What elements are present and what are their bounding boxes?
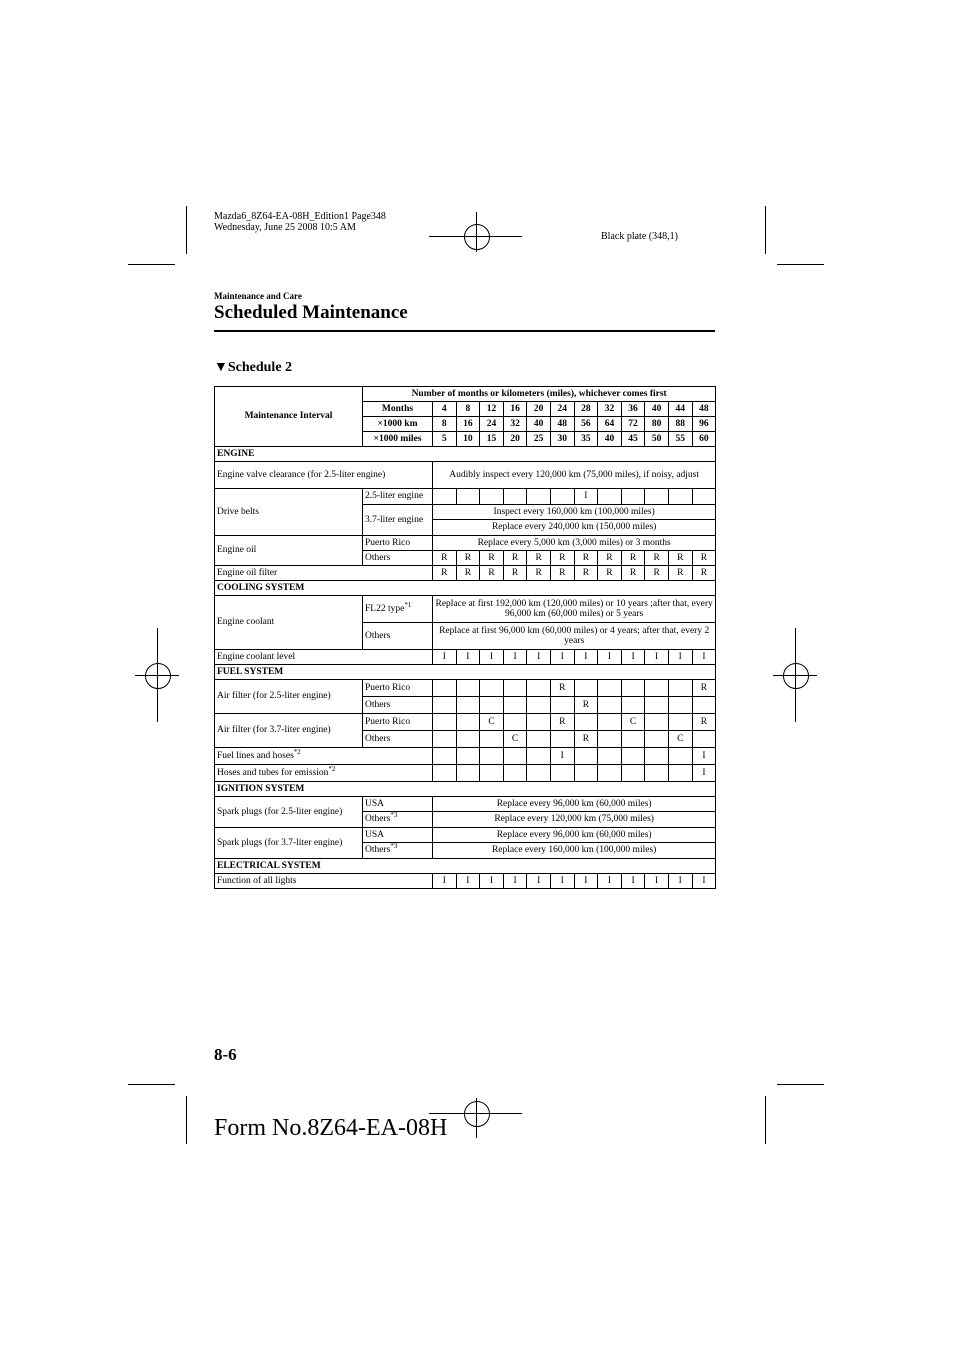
miles-cell: 60 bbox=[692, 432, 716, 447]
cell: R bbox=[574, 697, 598, 714]
months-cell: 44 bbox=[668, 402, 692, 417]
cell bbox=[645, 680, 669, 697]
miles-cell: 25 bbox=[527, 432, 551, 447]
row-note: Replace every 96,000 km (60,000 miles) bbox=[433, 828, 716, 843]
cell bbox=[668, 714, 692, 731]
crop-mark bbox=[128, 264, 175, 265]
row-label: Spark plugs (for 3.7-liter engine) bbox=[215, 828, 363, 859]
cell: R bbox=[480, 566, 504, 581]
cell bbox=[480, 765, 504, 782]
cell bbox=[598, 714, 622, 731]
cell bbox=[692, 489, 716, 505]
km-cell: 80 bbox=[645, 417, 669, 432]
km-cell: 16 bbox=[456, 417, 480, 432]
months-cell: 8 bbox=[456, 402, 480, 417]
cell: I bbox=[645, 874, 669, 889]
months-cell: 4 bbox=[433, 402, 457, 417]
cell bbox=[503, 714, 527, 731]
sub-label bbox=[363, 596, 433, 623]
km-cell: 56 bbox=[574, 417, 598, 432]
cell: I bbox=[456, 874, 480, 889]
cell bbox=[456, 697, 480, 714]
sub-label: Others bbox=[363, 731, 433, 748]
cell: I bbox=[527, 650, 551, 665]
row-label: Air filter (for 2.5-liter engine) bbox=[215, 680, 363, 714]
cell: I bbox=[598, 874, 622, 889]
row-label: Air filter (for 3.7-liter engine) bbox=[215, 714, 363, 748]
miles-label: ×1000 miles bbox=[363, 432, 433, 447]
cell bbox=[433, 697, 457, 714]
cell bbox=[598, 697, 622, 714]
cell: C bbox=[621, 714, 645, 731]
form-number: Form No.8Z64-EA-08H bbox=[214, 1115, 448, 1141]
cell bbox=[433, 748, 457, 765]
months-cell: 24 bbox=[550, 402, 574, 417]
registration-mark-icon bbox=[783, 663, 809, 689]
cell: R bbox=[480, 551, 504, 566]
cell: R bbox=[527, 551, 551, 566]
row-label: Drive belts bbox=[215, 489, 363, 536]
cell: R bbox=[550, 566, 574, 581]
cell bbox=[480, 697, 504, 714]
cell: R bbox=[598, 551, 622, 566]
sub-label: Puerto Rico bbox=[363, 714, 433, 731]
cell: R bbox=[550, 714, 574, 731]
sub-label-text: Others bbox=[365, 814, 391, 825]
cell bbox=[480, 731, 504, 748]
cell bbox=[527, 748, 551, 765]
cell: R bbox=[433, 551, 457, 566]
months-cell: 12 bbox=[480, 402, 504, 417]
miles-cell: 50 bbox=[645, 432, 669, 447]
section-engine: ENGINE bbox=[215, 447, 716, 462]
row-note: Inspect every 160,000 km (100,000 miles) bbox=[433, 505, 716, 520]
sub-label: 2.5-liter engine bbox=[363, 489, 433, 505]
cell bbox=[621, 731, 645, 748]
sub-label-text: FL22 type bbox=[365, 603, 405, 614]
cell bbox=[598, 748, 622, 765]
sub-label bbox=[363, 843, 433, 859]
cell: R bbox=[645, 566, 669, 581]
cell: C bbox=[503, 731, 527, 748]
cell bbox=[645, 765, 669, 782]
miles-cell: 20 bbox=[503, 432, 527, 447]
cell bbox=[550, 731, 574, 748]
cell: R bbox=[668, 566, 692, 581]
cell bbox=[527, 714, 551, 731]
cell bbox=[621, 748, 645, 765]
cell bbox=[480, 489, 504, 505]
row-note: Replace every 120,000 km (75,000 miles) bbox=[433, 812, 716, 828]
cell bbox=[503, 680, 527, 697]
row-note: Audibly inspect every 120,000 km (75,000 miles), if noisy, adjust bbox=[433, 462, 716, 489]
cell bbox=[433, 714, 457, 731]
row-note: Replace every 5,000 km (3,000 miles) or 3 months bbox=[433, 536, 716, 551]
cell: I bbox=[574, 489, 598, 505]
cell: R bbox=[621, 566, 645, 581]
cell: I bbox=[692, 874, 716, 889]
registration-mark-icon bbox=[464, 224, 490, 250]
km-cell: 32 bbox=[503, 417, 527, 432]
cell bbox=[668, 680, 692, 697]
km-cell: 64 bbox=[598, 417, 622, 432]
months-cell: 40 bbox=[645, 402, 669, 417]
crop-mark bbox=[128, 1084, 175, 1085]
row-label: Engine coolant bbox=[215, 596, 363, 650]
crop-mark bbox=[777, 264, 824, 265]
cell: R bbox=[621, 551, 645, 566]
section-label: Maintenance and Care bbox=[214, 291, 302, 301]
km-cell: 48 bbox=[550, 417, 574, 432]
cell: I bbox=[433, 650, 457, 665]
sub-label: Puerto Rico bbox=[363, 536, 433, 551]
cell bbox=[527, 765, 551, 782]
page-number: 8-6 bbox=[214, 1045, 237, 1064]
cell bbox=[668, 765, 692, 782]
cell bbox=[503, 765, 527, 782]
cell bbox=[645, 731, 669, 748]
cell bbox=[668, 748, 692, 765]
cell: I bbox=[550, 650, 574, 665]
cell bbox=[692, 731, 716, 748]
cell: C bbox=[480, 714, 504, 731]
cell: R bbox=[550, 680, 574, 697]
cell: I bbox=[527, 874, 551, 889]
footnote-ref: *2 bbox=[293, 747, 301, 756]
cell bbox=[621, 697, 645, 714]
cell: R bbox=[574, 566, 598, 581]
months-cell: 48 bbox=[692, 402, 716, 417]
cell bbox=[433, 680, 457, 697]
footnote-ref: *3 bbox=[390, 842, 398, 851]
miles-cell: 5 bbox=[433, 432, 457, 447]
cell bbox=[621, 765, 645, 782]
cell: I bbox=[550, 874, 574, 889]
cell bbox=[574, 714, 598, 731]
miles-cell: 15 bbox=[480, 432, 504, 447]
cell bbox=[598, 680, 622, 697]
section-fuel: FUEL SYSTEM bbox=[215, 665, 716, 680]
cell bbox=[527, 489, 551, 505]
cell bbox=[527, 731, 551, 748]
months-cell: 32 bbox=[598, 402, 622, 417]
registration-mark-icon bbox=[464, 1101, 490, 1127]
footnote-ref: *1 bbox=[404, 600, 412, 609]
km-cell: 88 bbox=[668, 417, 692, 432]
cell bbox=[550, 697, 574, 714]
cell: R bbox=[574, 551, 598, 566]
cell: I bbox=[550, 748, 574, 765]
cell: I bbox=[598, 650, 622, 665]
row-label-text: Hoses and tubes for emission bbox=[217, 767, 329, 778]
print-info bbox=[214, 211, 386, 233]
cell: I bbox=[574, 650, 598, 665]
km-cell: 72 bbox=[621, 417, 645, 432]
cell: R bbox=[503, 566, 527, 581]
cell: I bbox=[668, 874, 692, 889]
cell: I bbox=[480, 874, 504, 889]
cell: I bbox=[574, 874, 598, 889]
cell: I bbox=[503, 874, 527, 889]
months-cell: 36 bbox=[621, 402, 645, 417]
cell bbox=[456, 748, 480, 765]
cell: I bbox=[692, 650, 716, 665]
row-label bbox=[215, 765, 433, 782]
triangle-down-icon: ▼ bbox=[214, 360, 228, 375]
span-header: Number of months or kilometers (miles), whichever comes first bbox=[363, 387, 716, 402]
page-title: Scheduled Maintenance bbox=[214, 302, 408, 323]
cell: R bbox=[692, 714, 716, 731]
cell: I bbox=[621, 650, 645, 665]
cell: R bbox=[456, 566, 480, 581]
maintenance-schedule-table bbox=[214, 386, 716, 889]
cell: R bbox=[598, 566, 622, 581]
cell bbox=[645, 748, 669, 765]
row-label: Engine oil bbox=[215, 536, 363, 566]
crop-mark bbox=[765, 206, 766, 254]
cell: R bbox=[692, 551, 716, 566]
registration-mark-icon bbox=[145, 663, 171, 689]
miles-cell: 35 bbox=[574, 432, 598, 447]
cell bbox=[503, 697, 527, 714]
row-note: Replace every 96,000 km (60,000 miles) bbox=[433, 797, 716, 812]
km-cell: 24 bbox=[480, 417, 504, 432]
km-cell: 40 bbox=[527, 417, 551, 432]
cell bbox=[621, 680, 645, 697]
section-cooling: COOLING SYSTEM bbox=[215, 581, 716, 596]
miles-cell: 30 bbox=[550, 432, 574, 447]
cell: I bbox=[480, 650, 504, 665]
cell: R bbox=[456, 551, 480, 566]
print-info-line1: Mazda6_8Z64-EA-08H_Edition1 Page348 bbox=[214, 211, 386, 222]
cell: R bbox=[692, 566, 716, 581]
sub-label: Others bbox=[363, 623, 433, 650]
interval-header: Maintenance Interval bbox=[215, 387, 363, 447]
cell: I bbox=[621, 874, 645, 889]
section-electrical: ELECTRICAL SYSTEM bbox=[215, 859, 716, 874]
cell bbox=[433, 731, 457, 748]
cell bbox=[692, 697, 716, 714]
crop-mark bbox=[186, 1096, 187, 1144]
cell: R bbox=[574, 731, 598, 748]
row-label-text: Fuel lines and hoses bbox=[217, 750, 294, 761]
cell bbox=[550, 489, 574, 505]
miles-cell: 45 bbox=[621, 432, 645, 447]
row-note: Replace at first 96,000 km (60,000 miles) or 4 years; after that, every 2 years bbox=[433, 623, 716, 650]
section-ignition: IGNITION SYSTEM bbox=[215, 782, 716, 797]
miles-cell: 10 bbox=[456, 432, 480, 447]
cell: R bbox=[645, 551, 669, 566]
schedule-heading bbox=[214, 360, 292, 376]
crop-mark bbox=[186, 206, 187, 254]
km-cell: 96 bbox=[692, 417, 716, 432]
cell: I bbox=[692, 748, 716, 765]
cell bbox=[598, 765, 622, 782]
sub-label: USA bbox=[363, 797, 433, 812]
cell: R bbox=[668, 551, 692, 566]
row-note: Replace at first 192,000 km (120,000 miles) or 10 years ;after that, every 96,000 km (60,000 miles) or 5 years bbox=[433, 596, 716, 623]
cell: R bbox=[692, 680, 716, 697]
row-label: Engine oil filter bbox=[215, 566, 433, 581]
cell bbox=[480, 748, 504, 765]
cell: R bbox=[527, 566, 551, 581]
cell: I bbox=[456, 650, 480, 665]
cell bbox=[456, 765, 480, 782]
cell bbox=[574, 765, 598, 782]
cell bbox=[645, 489, 669, 505]
sub-label: 3.7-liter engine bbox=[363, 505, 433, 536]
crop-mark bbox=[765, 1096, 766, 1144]
miles-cell: 40 bbox=[598, 432, 622, 447]
row-label bbox=[215, 748, 433, 765]
cell bbox=[550, 765, 574, 782]
cell bbox=[668, 697, 692, 714]
cell bbox=[456, 489, 480, 505]
months-cell: 28 bbox=[574, 402, 598, 417]
crop-mark bbox=[777, 1084, 824, 1085]
cell: I bbox=[692, 765, 716, 782]
cell bbox=[503, 748, 527, 765]
sub-label bbox=[363, 812, 433, 828]
km-label: ×1000 km bbox=[363, 417, 433, 432]
cell bbox=[574, 680, 598, 697]
row-label: Spark plugs (for 2.5-liter engine) bbox=[215, 797, 363, 828]
cell: R bbox=[433, 566, 457, 581]
sub-label: Others bbox=[363, 697, 433, 714]
cell bbox=[480, 680, 504, 697]
cell bbox=[527, 697, 551, 714]
cell bbox=[503, 489, 527, 505]
title-rule bbox=[214, 330, 715, 332]
months-label: Months bbox=[363, 402, 433, 417]
plate-label: Black plate (348,1) bbox=[601, 231, 678, 242]
cell: R bbox=[550, 551, 574, 566]
cell: I bbox=[433, 874, 457, 889]
cell bbox=[668, 489, 692, 505]
cell bbox=[645, 697, 669, 714]
cell bbox=[574, 748, 598, 765]
row-label: Engine valve clearance (for 2.5-liter engine) bbox=[215, 462, 433, 489]
footnote-ref: *2 bbox=[328, 764, 336, 773]
months-cell: 16 bbox=[503, 402, 527, 417]
cell bbox=[527, 680, 551, 697]
cell: C bbox=[668, 731, 692, 748]
row-note: Replace every 240,000 km (150,000 miles) bbox=[433, 520, 716, 536]
km-cell: 8 bbox=[433, 417, 457, 432]
miles-cell: 55 bbox=[668, 432, 692, 447]
cell: R bbox=[503, 551, 527, 566]
months-cell: 20 bbox=[527, 402, 551, 417]
sub-label-text: Others bbox=[365, 845, 391, 856]
row-label: Engine coolant level bbox=[215, 650, 433, 665]
cell bbox=[456, 680, 480, 697]
print-info-line2: Wednesday, June 25 2008 10:5 AM bbox=[214, 222, 356, 233]
sub-label: Others bbox=[363, 551, 433, 566]
row-note: Replace every 160,000 km (100,000 miles) bbox=[433, 843, 716, 859]
sub-label: USA bbox=[363, 828, 433, 843]
cell: I bbox=[503, 650, 527, 665]
cell bbox=[621, 489, 645, 505]
sub-label: Puerto Rico bbox=[363, 680, 433, 697]
cell bbox=[645, 714, 669, 731]
cell bbox=[598, 731, 622, 748]
cell bbox=[598, 489, 622, 505]
cell: I bbox=[645, 650, 669, 665]
cell bbox=[456, 714, 480, 731]
cell: I bbox=[668, 650, 692, 665]
cell bbox=[433, 489, 457, 505]
row-label: Function of all lights bbox=[215, 874, 433, 889]
cell bbox=[456, 731, 480, 748]
footnote-ref: *3 bbox=[390, 811, 398, 820]
schedule-heading-text: Schedule 2 bbox=[227, 360, 293, 375]
cell bbox=[433, 765, 457, 782]
